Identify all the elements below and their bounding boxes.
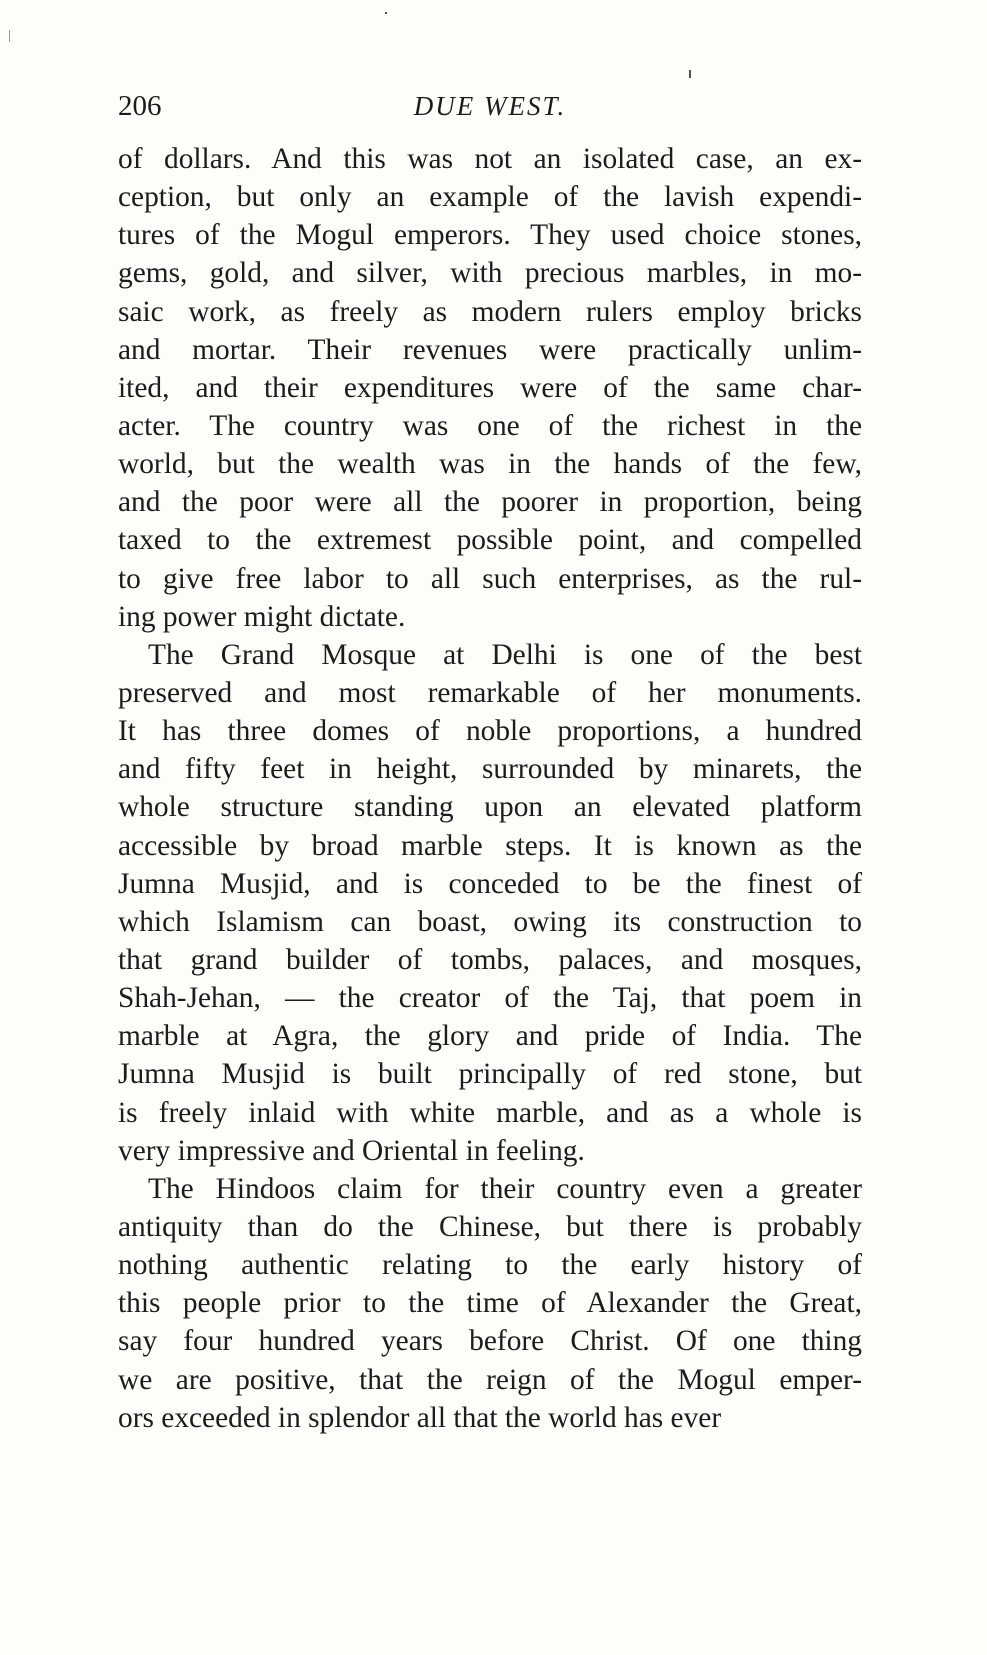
text-line: marble at Agra, the glory and pride of India. The [118,1020,862,1053]
text-line: preserved and most remarkable of her monuments. [118,676,862,709]
text-line: that grand builder of tombs, palaces, and mosques, [118,943,862,976]
print-speck [689,70,691,78]
print-speck [385,12,387,14]
text-line: say four hundred years before Christ. Of one thing [118,1325,862,1358]
paragraph [118,636,862,1170]
text-line: very impressive and Oriental in feeling. [118,1134,585,1167]
text-line: to give free labor to all such enterprises, as the rul- [118,562,862,595]
text-line: The Grand Mosque at Delhi is one of the best [148,638,862,671]
running-title: DUE WEST. [413,91,567,121]
text-line: is freely inlaid with white marble, and as a whole is [118,1096,862,1129]
text-line: of dollars. And this was not an isolated case, an ex- [118,143,862,175]
text-line: taxed to the extremest possible point, and compelled [118,524,862,557]
text-line: The Hindoos claim for their country even a greater [148,1172,862,1205]
text-line: and fifty feet in height, surrounded by minarets, the [118,753,862,786]
text-line: acter. The country was one of the richest in the [118,409,862,442]
text-line: ception, but only an example of the lavish expendi- [118,181,862,214]
text-line: Shah-Jehan, — the creator of the Taj, that poem in [118,982,862,1015]
text-line: and mortar. Their revenues were practically unlim- [118,333,862,366]
paragraph [118,1170,862,1437]
paragraph [118,140,862,636]
text-line: antiquity than do the Chinese, but there is probably [118,1210,862,1243]
body-text [118,140,862,1437]
text-line: and the poor were all the poorer in proportion, being [118,486,862,519]
text-line: accessible by broad marble steps. It is known as the [118,829,862,862]
text-line: which Islamism can boast, owing its construction to [118,905,862,938]
text-line: this people prior to the time of Alexander the Great, [118,1287,862,1320]
text-line: whole structure standing upon an elevated platform [118,791,862,824]
text-line: It has three domes of noble proportions, a hundred [118,715,862,748]
text-line: ors exceeded in splendor all that the world has ever [118,1401,722,1434]
text-line: we are positive, that the reign of the Mogul emper- [118,1363,862,1396]
text-line: tures of the Mogul emperors. They used choice stones, [118,219,862,252]
running-header [118,86,862,126]
text-line: ing power might dictate. [118,600,406,633]
text-line: world, but the wealth was in the hands of the few, [118,448,862,481]
text-line: nothing authentic relating to the early history of [118,1249,862,1282]
print-speck [9,30,10,42]
text-line: ited, and their expenditures were of the same char- [118,371,862,404]
text-line: gems, gold, and silver, with precious marbles, in mo- [118,257,862,290]
text-line: Jumna Musjid, and is conceded to be the finest of [118,867,862,900]
text-line: saic work, as freely as modern rulers employ bricks [118,295,862,328]
page-number: 206 [118,90,162,122]
text-line: Jumna Musjid is built principally of red stone, but [118,1058,862,1091]
